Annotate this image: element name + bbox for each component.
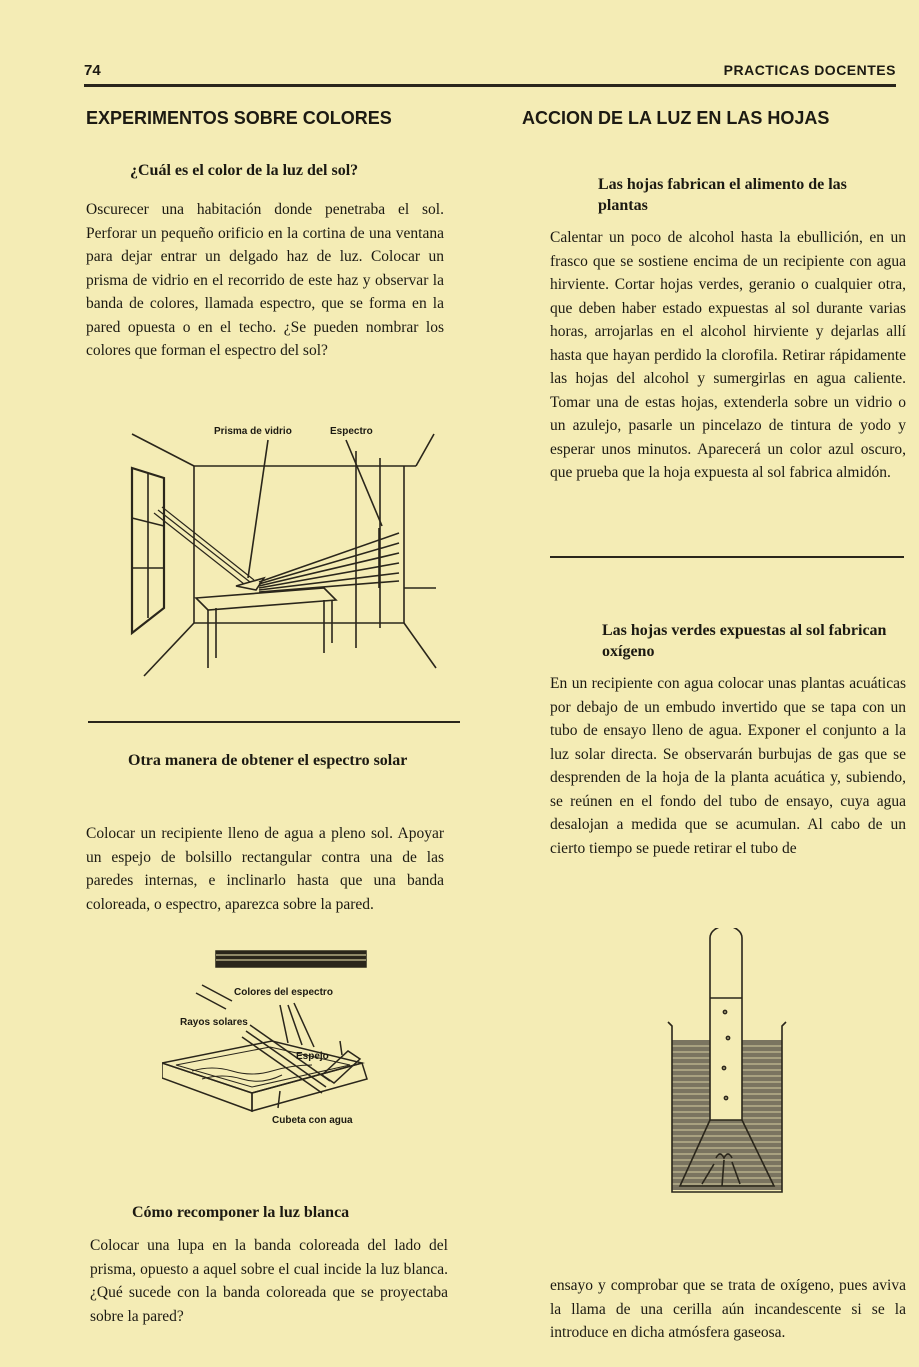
header-rule — [84, 84, 896, 87]
fig1-label-prism: Prisma de vidrio — [214, 426, 292, 437]
fig2-label-mirror: Espejo — [296, 1051, 329, 1062]
fig1-label-spectrum: Espectro — [330, 426, 373, 437]
prism-spectrum-figure — [124, 418, 444, 678]
page-number: 74 — [84, 62, 101, 79]
fig2-label-colors: Colores del espectro — [234, 987, 333, 998]
paragraph-leaves-food: Calentar un poco de alcohol hasta la ebullición, en un frasco que se sostiene encima de un recipiente con agua hirviente. Cortar hojas verdes, geranio o cualquier otra, que deben haber estado expuestas al sol durante varias horas, arrojarlas en el alcohol hirviente y dejarlas allí hasta que hayan perdido la clorofila. Retirar rápidamente las hojas del alcohol y sumergirlas en agua caliente. Tomar una de estas hojas, extenderla sobre un vidrio o un azulejo, pasarle un pincelazo de tintura de yodo y esperar unos minutos. Aparecerá un color azul oscuro, que prueba que la hoja expuesta al sol fabrica almidón. — [550, 229, 906, 481]
beaker-funnel-figure — [662, 928, 792, 1203]
fig2-label-rays: Rayos solares — [180, 1017, 248, 1028]
running-head: PRACTICAS DOCENTES — [723, 62, 896, 78]
paragraph-leaves-oxygen-cont: ensayo y comprobar que se trata de oxígeno, pues aviva la llama de una cerilla aún incandescente si se la introduce en dicha atmósfera gaseosa. — [550, 1277, 906, 1341]
question-title-recompose-light: Cómo recomponer la luz blanca — [132, 1204, 350, 1221]
section-title-colors: EXPERIMENTOS SOBRE COLORES — [86, 108, 392, 128]
fig2-label-tray: Cubeta con agua — [272, 1115, 353, 1126]
question-title-leaves-food: Las hojas fabrican el alimento de las plantas — [598, 176, 847, 214]
section-divider-right — [550, 556, 904, 558]
paragraph-sun-color: Oscurecer una habitación donde penetraba el sol. Perforar un pequeño orificio en la cortina de una ventana para dejar entrar un delgado haz de luz. Colocar un prisma de vidrio en el recorrido de este haz y observar la banda de colores, llamada espectro, que se forma en la pared opuesta o en el techo. ¿Se pueden nombrar los colores que forman el espectro del sol? — [86, 201, 444, 359]
question-title-sun-color: ¿Cuál es el color de la luz del sol? — [130, 162, 359, 179]
paragraph-leaves-oxygen: En un recipiente con agua colocar unas plantas acuáticas por debajo de un embudo invertido que se tapa con un tubo de ensayo lleno de agua. Exponer el conjunto a la luz solar directa. Se observarán burbujas de gas que se desprenden de la hoja de la planta acuática y, subiendo, se reúnen en el fondo del tubo de ensayo, cuya agua desalojan a medida que se acumulan. Al cabo de un cierto tiempo se puede retirar el tubo de — [550, 675, 906, 857]
section-divider-left — [88, 721, 460, 723]
question-title-solar-spectrum: Otra manera de obtener el espectro solar — [128, 752, 408, 769]
section-title-leaves: ACCION DE LA LUZ EN LAS HOJAS — [522, 108, 830, 128]
paragraph-solar-spectrum: Colocar un recipiente lleno de agua a pleno sol. Apoyar un espejo de bolsillo rectangular contra una de las paredes internas, e inclinarlo hasta que una banda coloreada, o espectro, aparezca sobre la pared. — [86, 825, 444, 913]
question-title-leaves-oxygen: Las hojas verdes expuestas al sol fabrican oxígeno — [602, 622, 887, 660]
page-header — [84, 62, 896, 82]
paragraph-recompose-light: Colocar una lupa en la banda coloreada del lado del prisma, opuesto a aquel sobre el cual incide la luz blanca. ¿Qué sucede con la banda coloreada que se proyectaba sobre la pared? — [90, 1237, 448, 1325]
mirror-tray-figure — [162, 943, 432, 1158]
